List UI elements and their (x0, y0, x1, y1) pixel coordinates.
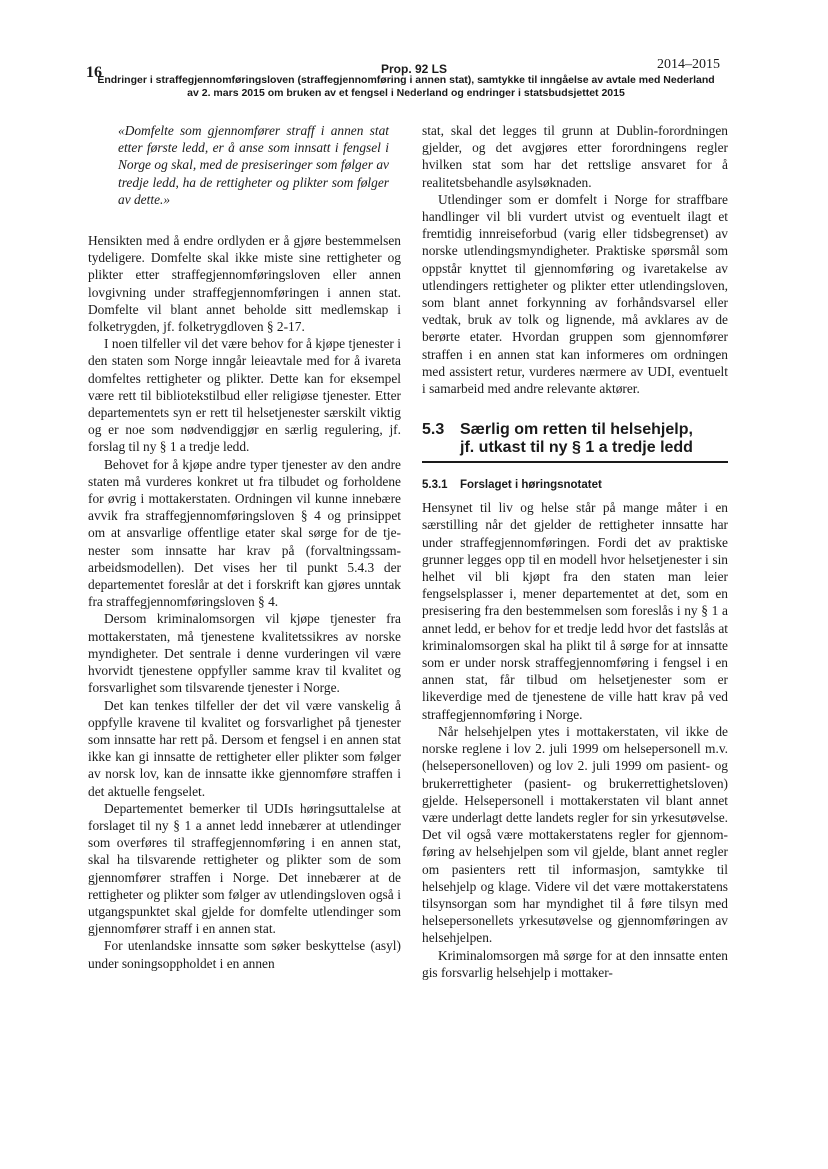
running-subtitle (86, 74, 726, 100)
paragraph: Det kan tenkes tilfeller der det vil være vanskelig å oppfylle kravene til kvalitet og forsvarlighet på tjenester som innsatte har rett på. Dersom et fengsel i en annen stat ikke kan gi innsatte de rettigheter eller plikter som følger av norsk lov, kan de innsatte ikke gjennomføre straffen i det aktuelle fengselet. (88, 697, 401, 799)
paragraph: For utenlandske innsatte som søker beskyttelse (asyl) under soningsoppholdet i en annen (88, 938, 401, 971)
paragraph: Hensynet til liv og helse står på mange måter i en særstilling når det gjelder de rettigheter innsatte har under straffegjennomføringen. Fordi det av praktiske grunner legges opp til en modell hvor helsetjenester i sin helhet vil bli kjøpt fra den staten man leier fengselsplasser i, mener departementet at det, som en presisering fra den bestemmelsen som foreslås i ny § 1 a annet ledd, er behov for et tredje ledd hvor det fastslås at kriminalomsorgen skal ha plikt til å sørge for at innsatte som er under norsk straffegjennomføring i fengsel i en annen stat, får tilbud om helsetjenester som er likeverdige med de tjenestene de ville hatt krav på ved straffegjennomføring i Norge. (422, 500, 728, 722)
paragraph: Utlendinger som er domfelt i Norge for straffbare handlinger vil bli vurdert utvist og eventuelt ilagt et fremtidig innreiseforbud (varig eller tidsbegrenset) av norske utlendingsmyndigheter. Praktiske spørsmål som oppstår knyttet til gjennomføring og ivaretakelse av utlendingers rettigheter og plikter etter utlendingsloven, som blant annet forkynning av forhåndsvarsel eller vedtak, bruk av tolk og lignende, må avklares av de berørte etater. Hvordan gruppen som gjennomfører straffen i en annen stat kan informeres om ordningen med assistert retur, vurderes nærmere av UDI, eventuelt i samarbeid med andre relevante aktører. (422, 191, 728, 397)
paragraph: Dersom kriminalomsorgen vil kjøpe tjenester fra mottakerstaten, må tjenestene kvalitetssikres av norske myndigheter. Det sentrale i denne vurderingen vil være hvorvidt tjenestene oppfyller samme krav til kvalitet og forsvarlighet som tilsvarende tjenester i Norge. (88, 611, 401, 696)
subtitle-line-2: av 2. mars 2015 om bruken av et fengsel i Nederland og endringer i statsbudsjettet 2015 (187, 87, 625, 99)
paragraph: Kriminalomsorgen må sørge for at den innsatte enten gis forsvarlig helsehjelp i mottaker- (422, 947, 728, 980)
section-title-line-2: jf. utkast til ny § 1 a tredje ledd (460, 439, 693, 457)
document-series: Prop. 92 LS (380, 62, 448, 76)
section-number: 5.3 (422, 421, 445, 439)
left-column (88, 122, 401, 972)
paragraph: Departementet bemerker til UDIs høringsuttalelse at forslaget til ny § 1 a annet ledd innebærer at utlendinger som overføres til straffegjennomføring i en annen stat, skal ha tilsvarende rettigheter og plikter som de som gjennomfører straffen i Norge. Det innebærer at de rettigheter og plikter som følger av utlendingsloven også i utgangspunktet skal gjelde for domfelte utlendinger som gjennomfører straff i en annen stat. (88, 800, 401, 937)
paragraph: stat, skal det legges til grunn at Dublin-forordningen gjelder, og det avgjøres etter forordningens regler hvilken stat som har det rettslige ansvaret for å realitetsbehandle asylsøknaden. (422, 123, 728, 190)
subsection-title: Forslaget i høringsnotatet (460, 479, 602, 492)
document-years: 2014–2015 (657, 57, 720, 72)
section-heading (422, 421, 728, 463)
section-title-line-1: Særlig om retten til helsehjelp, (460, 421, 693, 439)
right-column (422, 122, 728, 981)
paragraph: I noen tilfeller vil det være behov for å kjøpe tjenester i den staten som Norge inngår leieavtale med for å ivareta domfeltes rettigheter og plikter. Dette kan for eksempel være rett til bibliotekstilbud eller religiøse tjenester. Etter departementets syn er rett til helsetjenester særskilt viktig og er noe som nødvendiggjør en særlig regulering, jf. forslag til ny § 1 a tredje ledd. (88, 336, 401, 455)
page-number: 16 (86, 64, 102, 81)
paragraph: Når helsehjelpen ytes i mottakerstaten, vil ikke de norske reglene i lov 2. juli 1999 om helsepersonell m.v. (helsepersonelloven) og lov 2. juli 1999 om pasient- og brukerrettigheter (pasient- og brukerrettighetsloven) gjelde. Helsepersonell i mottakerstaten vil blant annet være underlagt dette landets regler for sin yrkesutøvelse. Det vil også være mottakerstatens regler for gjennomføring av helsehjelpen som vil gjelde, blant annet regler om pasienters rett til informasjon, samtykke til helsehjelp og klage. Videre vil det være mottakerstatens tilsynsorgan som har myndighet til å føre tilsyn med helsepersonellets yrkesutøvelse og gjennomføringen av helsehjelpen. (422, 723, 728, 946)
paragraph: Hensikten med å endre ordlyden er å gjøre bestemmelsen tydeligere. Domfelte skal ikke miste sine rettigheter og plikter etter straffegjennomføringsloven eller annen lovgivning under straffegjennomføringen i annen stat. Domfelte vil blant annet beholde sitt medlemskap i folketrygden, jf. folketrygdloven § 2-17. (88, 233, 401, 335)
subsection-heading (422, 477, 728, 493)
paragraph: Behovet for å kjøpe andre typer tjenester av den andre staten må vurderes konkret ut fra tilbudet og forholdene for øvrig i mottakerstaten. Ordningen vil kunne innebære avvik fra straffegjennomføringsloven § 4 og prinsippet om at ansvarlige offentlige etater skal sørge for de tjenester som innsatte har krav på (forvaltningssamarbeidsmodellen). Det vises her til punkt 5.4.3 der departementet foreslår at det i forskrift kan gjøres unntak fra straffegjennomføringsloven § 4. (88, 456, 401, 610)
subtitle-line-1: Endringer i straffegjennomføringsloven (straffegjennomføring i annen stat), samtykke til inngåelse av avtale med Nederland (97, 74, 715, 86)
section-title (460, 421, 693, 457)
subsection-number: 5.3.1 (422, 479, 448, 492)
law-quote: «Domfelte som gjennomfører straff i annen stat etter første ledd, er å anse som innsatt i fengsel i Norge og skal, med de presiseringer som følger av tredje ledd, ha de rettigheter og plikter som følger av dette.» (118, 123, 389, 207)
